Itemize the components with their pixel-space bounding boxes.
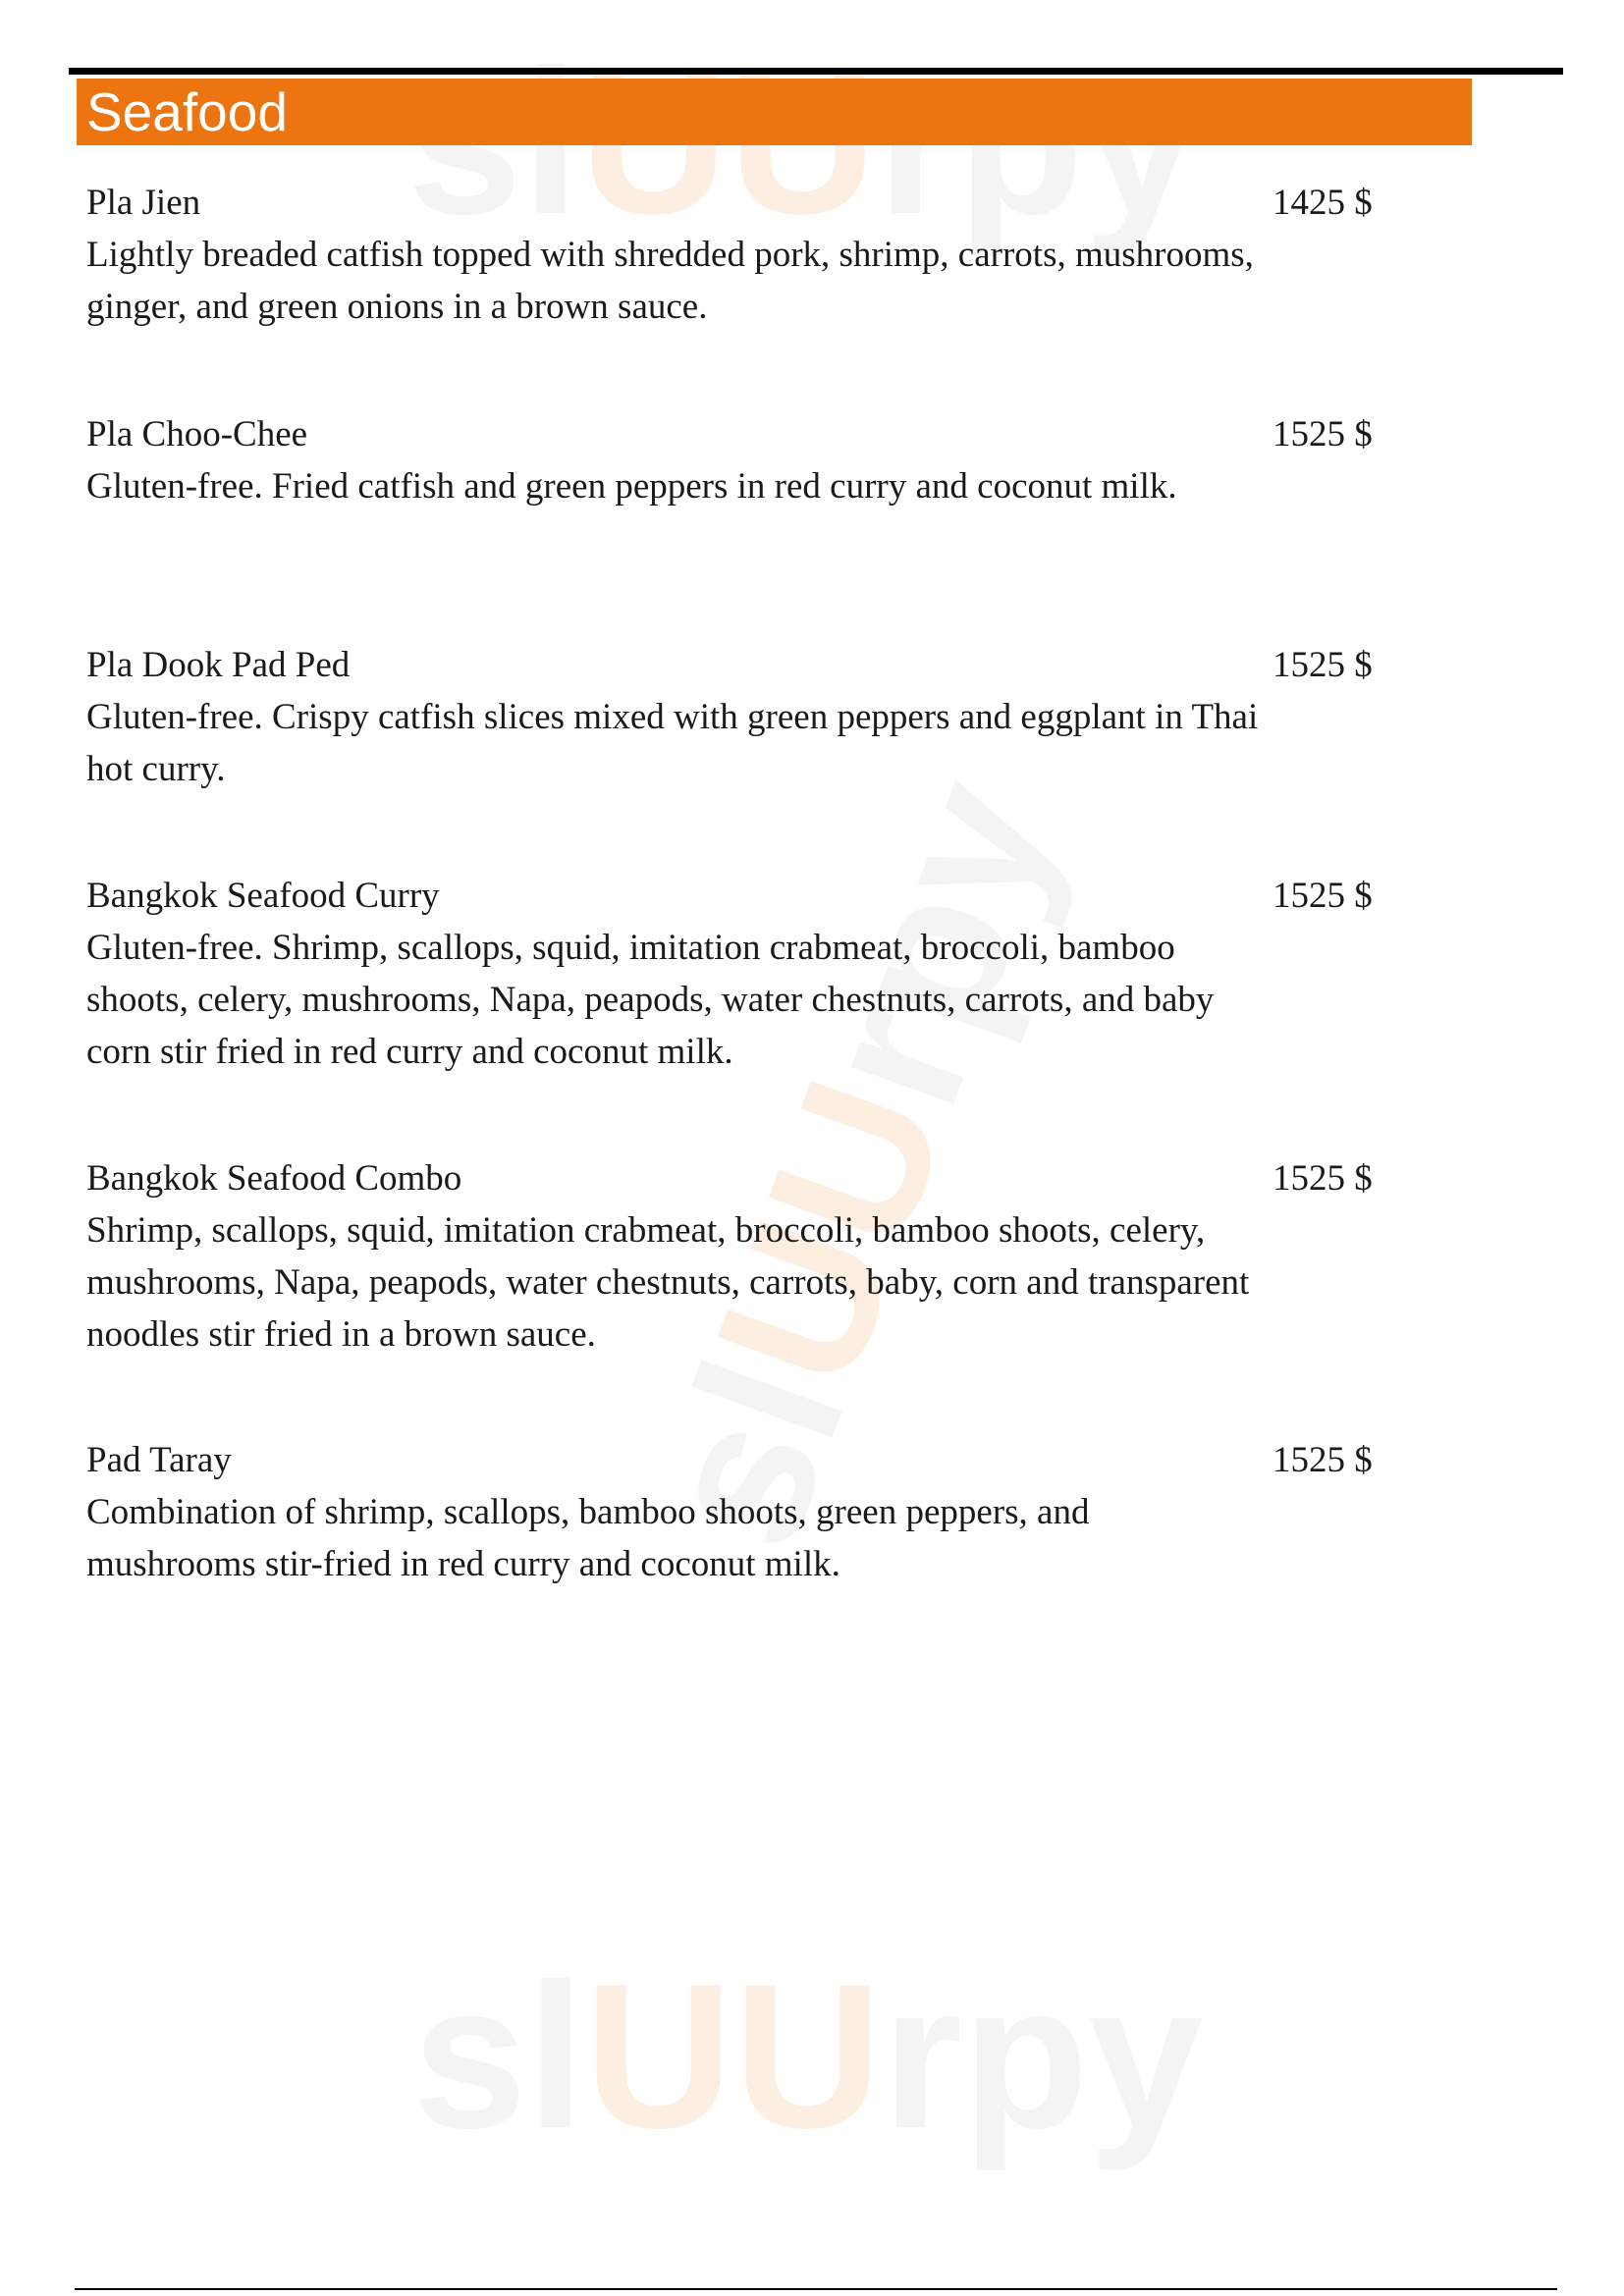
item-name: Pla Dook Pad Ped <box>86 645 351 685</box>
item-description: Shrimp, scallops, squid, imitation crabmeat, broccoli, bamboo shoots, celery, mushrooms, Napa, peapods, water chestnuts, carrots, baby, corn and transparent noodles stir fried in a brown sauce. <box>86 1210 1250 1355</box>
top-divider <box>69 68 1563 75</box>
watermark-logo-bottom <box>412 1941 1204 2171</box>
bottom-divider <box>75 2288 1557 2290</box>
watermark-text-mid: UU <box>584 1941 883 2171</box>
item-price: 1525 $ <box>1272 876 1373 916</box>
section-header <box>77 79 1472 145</box>
item-description: Gluten-free. Fried catfish and green peppers in red curry and coconut milk. <box>86 466 1177 507</box>
watermark-text-right: rpy <box>773 752 1101 1133</box>
menu-item-pla-choo-chee <box>86 408 1392 512</box>
menu-item-pad-taray <box>86 1434 1392 1590</box>
menu-item-pla-dook-pad-ped <box>86 639 1392 795</box>
watermark-text-right: rpy <box>882 1941 1204 2171</box>
item-name: Bangkok Seafood Combo <box>86 1158 462 1199</box>
item-name: Bangkok Seafood Curry <box>86 876 440 916</box>
item-price: 1525 $ <box>1272 645 1373 685</box>
menu-item-bangkok-seafood-combo <box>86 1152 1392 1361</box>
item-description: Combination of shrimp, scallops, bamboo shoots, green peppers, and mushrooms stir-fried in red curry and coconut milk. <box>86 1492 1090 1584</box>
item-name: Pla Jien <box>86 183 201 223</box>
menu-item-bangkok-seafood-curry <box>86 870 1392 1078</box>
item-description: Lightly breaded catfish topped with shredded pork, shrimp, carrots, mushrooms, ginger, and green onions in a brown sauce. <box>86 235 1254 327</box>
watermark-text-mid: UU <box>671 1053 991 1413</box>
item-name: Pla Choo-Chee <box>86 414 308 454</box>
watermark-text-left: sl <box>412 1941 585 2171</box>
item-price: 1525 $ <box>1272 1158 1373 1199</box>
item-name: Pad Taray <box>86 1440 232 1480</box>
menu-item-pla-jien <box>86 177 1392 333</box>
item-description: Gluten-free. Crispy catfish slices mixed with green peppers and eggplant in Thai hot curry. <box>86 697 1259 789</box>
item-price: 1525 $ <box>1272 414 1373 454</box>
item-price: 1525 $ <box>1272 1440 1373 1480</box>
item-description: Gluten-free. Shrimp, scallops, squid, imitation crabmeat, broccoli, bamboo shoots, celery, mushrooms, Napa, peapods, water chestnuts, carrots, and baby corn stir fried in red curry and coconut milk. <box>86 928 1215 1072</box>
watermark-text-left: sl <box>613 1333 889 1575</box>
section-title: Seafood <box>86 81 288 142</box>
item-price: 1425 $ <box>1272 183 1373 223</box>
